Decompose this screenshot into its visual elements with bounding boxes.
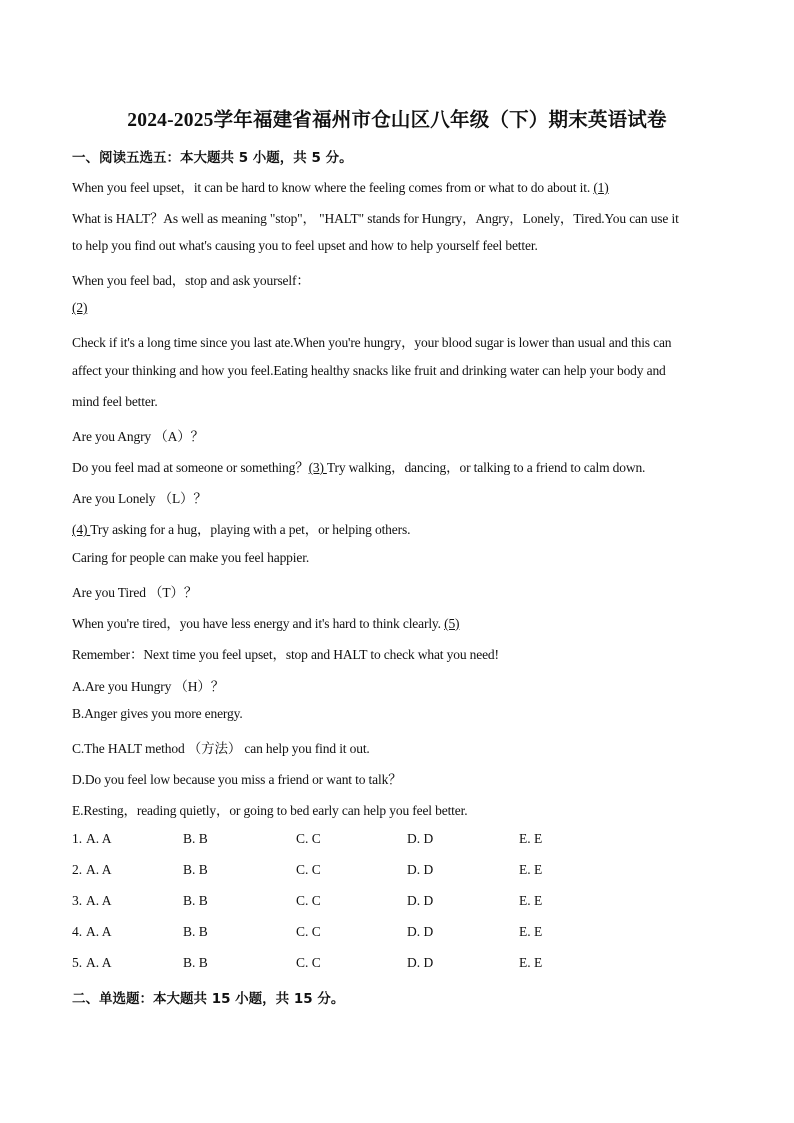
question-number: 5.: [72, 955, 83, 970]
choice-e[interactable]: E. E: [519, 831, 543, 846]
choice-d[interactable]: D. D: [407, 862, 434, 877]
page-title: 2024-2025学年福建省福州市仓山区八年级（下）期末英语试卷: [127, 110, 667, 131]
choice-d[interactable]: D. D: [407, 893, 434, 908]
question-angry: Are you Angry （A）？: [72, 429, 204, 444]
choice-b[interactable]: B. B: [183, 955, 208, 970]
choice-a[interactable]: A. A: [86, 924, 112, 939]
answer-row-4: [72, 924, 612, 942]
passage-paragraph-6: [72, 518, 724, 538]
choice-d[interactable]: D. D: [407, 924, 434, 939]
option-a: A.Are you Hungry （H）？: [72, 679, 225, 694]
blank-3: (3): [308, 460, 327, 475]
answer-row-5: [72, 955, 612, 973]
choice-d[interactable]: D. D: [407, 955, 434, 970]
choice-a[interactable]: A. A: [86, 893, 112, 908]
passage-text: Try walking，dancing，or talking to a friend to calm down.: [326, 460, 646, 475]
question-number: 1.: [72, 831, 83, 846]
passage-paragraph-3: When you feel bad，stop and ask yourself：: [72, 273, 310, 288]
choice-e[interactable]: E. E: [519, 924, 543, 939]
question-lonely: Are you Lonely （L）？: [72, 491, 207, 506]
choice-c[interactable]: C. C: [296, 831, 321, 846]
passage-paragraph-4-line-2: affect your thinking and how you feel.Eating healthy snacks like fruit and drinking water can help your body and: [72, 363, 666, 378]
passage-paragraph-2-line-1: What is HALT？As well as meaning "stop"， "HALT" stands for Hungry，Angry，Lonely，Tired.You can use it: [72, 211, 679, 226]
choice-d[interactable]: D. D: [407, 831, 434, 846]
option-d: D.Do you feel low because you miss a friend or want to talk？: [72, 772, 402, 787]
blank-1: (1): [593, 180, 609, 195]
answer-row-2: [72, 862, 612, 880]
passage-text: When you're tired，you have less energy and it's hard to think clearly.: [72, 616, 445, 631]
answer-row-1: [72, 831, 612, 849]
choice-a[interactable]: A. A: [86, 955, 112, 970]
choice-c[interactable]: C. C: [296, 862, 321, 877]
option-b: B.Anger gives you more energy.: [72, 706, 243, 721]
choice-c[interactable]: C. C: [296, 955, 321, 970]
passage-paragraph-5: [72, 456, 724, 476]
passage-paragraph-9: Remember：Next time you feel upset，stop and HALT to check what you need!: [72, 647, 499, 662]
question-number: 4.: [72, 924, 83, 939]
passage-paragraph-4-line-1: Check if it's a long time since you last ate.When you're hungry，your blood sugar is lower than usual and this can: [72, 335, 672, 350]
choice-c[interactable]: C. C: [296, 924, 321, 939]
question-tired: Are you Tired （T）？: [72, 585, 198, 600]
answer-row-3: [72, 893, 612, 911]
choice-e[interactable]: E. E: [519, 862, 543, 877]
passage-blank-2-line: [72, 300, 724, 316]
choice-e[interactable]: E. E: [519, 955, 543, 970]
choice-b[interactable]: B. B: [183, 893, 208, 908]
option-e: E.Resting，reading quietly，or going to bed early can help you feel better.: [72, 803, 468, 818]
blank-4: (4): [72, 522, 91, 537]
question-number: 2.: [72, 862, 83, 877]
passage-paragraph-4-line-3: mind feel better.: [72, 394, 158, 409]
passage-text: Do you feel mad at someone or something？: [72, 460, 309, 475]
passage-paragraph-1: [72, 176, 724, 196]
option-c: C.The HALT method （方法） can help you find it out.: [72, 741, 370, 756]
passage-paragraph-7: Caring for people can make you feel happier.: [72, 550, 310, 565]
section-1-heading: 一、阅读五选五：本大题共 5 小题，共 5 分。: [72, 150, 353, 166]
passage-text: When you feel upset，it can be hard to know where the feeling comes from or what to do about it.: [72, 180, 594, 195]
passage-paragraph-8: [72, 612, 724, 632]
blank-2: (2): [72, 300, 88, 315]
choice-a[interactable]: A. A: [86, 862, 112, 877]
passage-paragraph-2-line-2: to help you find out what's causing you to feel upset and how to help yourself feel better.: [72, 238, 538, 253]
blank-5: (5): [444, 616, 460, 631]
choice-a[interactable]: A. A: [86, 831, 112, 846]
section-2-heading: 二、单选题：本大题共 15 小题，共 15 分。: [72, 991, 345, 1007]
choice-e[interactable]: E. E: [519, 893, 543, 908]
choice-c[interactable]: C. C: [296, 893, 321, 908]
choice-b[interactable]: B. B: [183, 862, 208, 877]
choice-b[interactable]: B. B: [183, 831, 208, 846]
choice-b[interactable]: B. B: [183, 924, 208, 939]
question-number: 3.: [72, 893, 83, 908]
passage-text: Try asking for a hug，playing with a pet，or helping others.: [90, 522, 411, 537]
